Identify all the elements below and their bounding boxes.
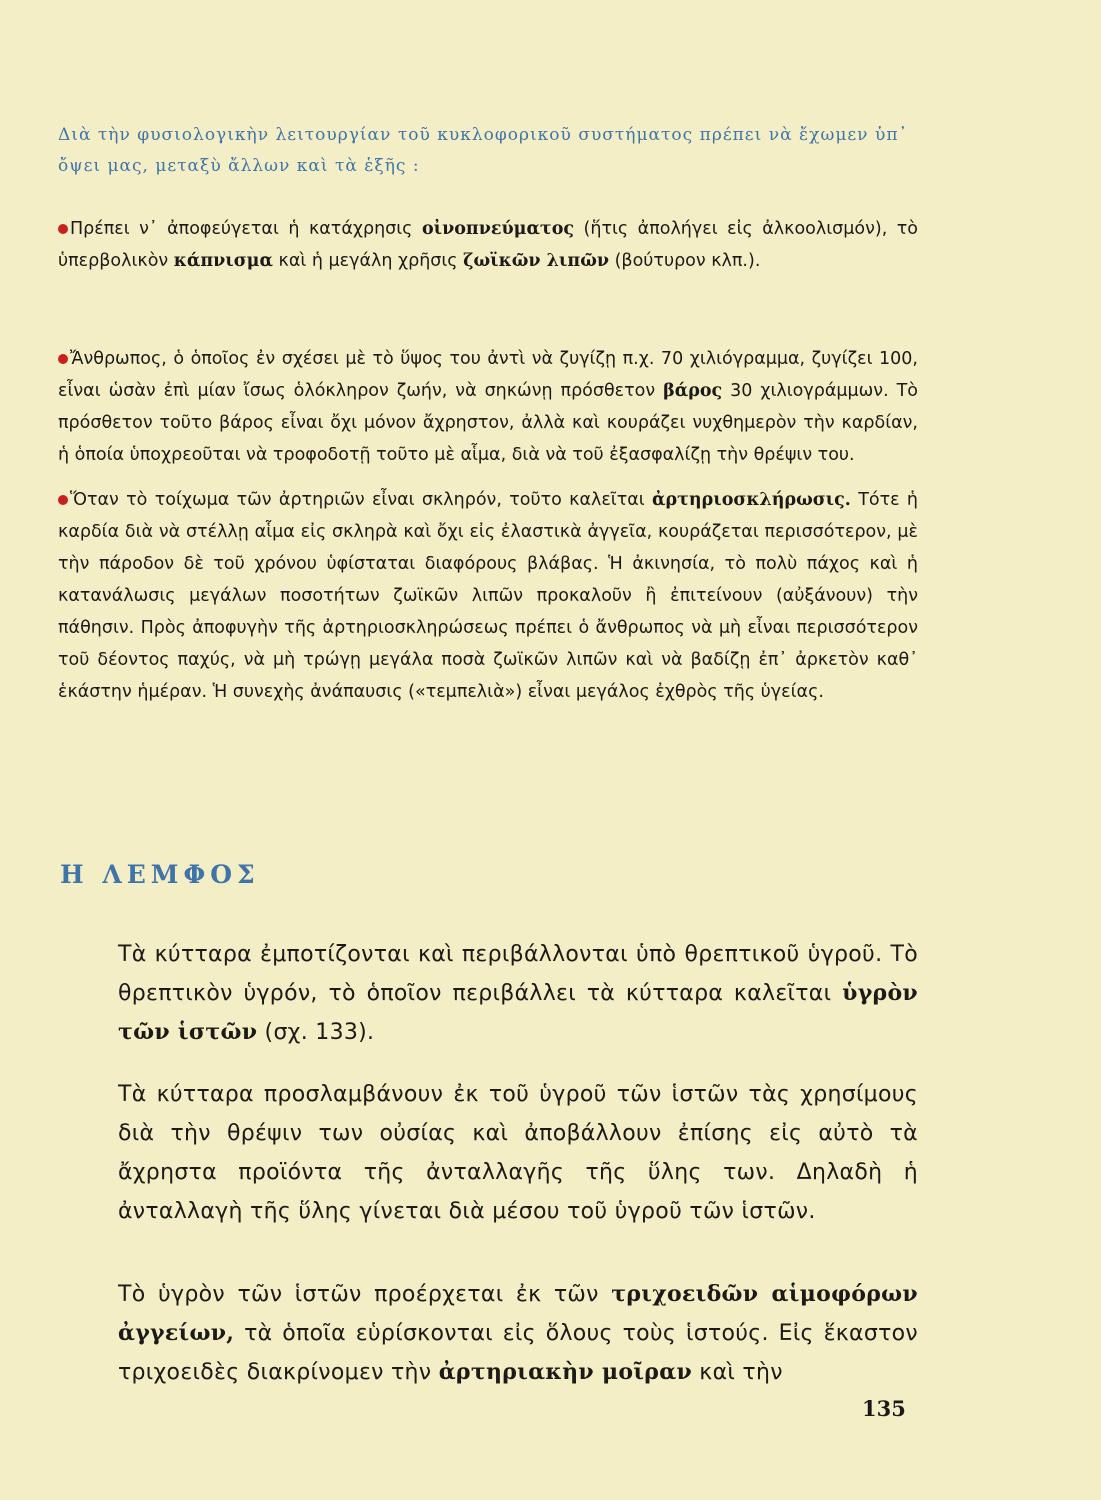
paragraph-alcohol-smoking: Πρέπει ν᾿ ἀποφεύγεται ἡ κατάχρησις οἰνοπνεύματος (ἥτις ἀπολήγει εἰς ἀλκοολισμόν), τὸ ὑπερβολικὸν κάπνισμα καὶ ἡ μεγάλη χρῆσις ζωϊκῶν λιπῶν (βούτυρον κλπ.). [58, 219, 918, 271]
bullet-dot-icon [58, 354, 68, 364]
paragraph-metabolism: Τὰ κύτταρα προσλαμβάνουν ἐκ τοῦ ὑγροῦ τῶν ἱστῶν τὰς χρησίμους διὰ τὴν θρέψιν των οὐσίας καὶ ἀποβάλλουν ἐπίσης εἰς αὐτὸ τὰ ἄχρηστα προϊόντα τῆς ἀνταλλαγῆς τῆς ὕλης των. Δηλαδὴ ἡ ἀνταλλαγὴ τῆς ὕλης γίνεται διὰ μέσου τοῦ ὑγροῦ τῶν ἱστῶν. [118, 1082, 918, 1224]
intro-paragraph: Διὰ τὴν φυσιολογικὴν λειτουργίαν τοῦ κυκλοφορικοῦ συστήματος πρέπει νὰ ἔχωμεν ὑπ᾿ ὄψει μας, μεταξὺ ἄλλων καὶ τὰ ἑξῆς : [58, 125, 908, 176]
paragraph-capillaries: Τὸ ὑγρὸν τῶν ἱστῶν προέρχεται ἐκ τῶν τριχοειδῶν αἱμοφόρων ἀγγείων, τὰ ὁποῖα εὑρίσκονται εἰς ὅλους τοὺς ἱστούς. Εἰς ἕκαστον τριχοειδὲς διακρίνομεν τὴν ἀρτηριακὴν μοῖραν καὶ τὴν [118, 1281, 918, 1385]
section-heading: Η ΛΕΜΦΟΣ [60, 860, 260, 889]
bullet-dot-icon [58, 495, 68, 505]
page-number: 135 [862, 1396, 906, 1421]
paragraph-arteriosclerosis: Ὅταν τὸ τοίχωμα τῶν ἀρτηριῶν εἶναι σκληρόν, τοῦτο καλεῖται ἀρτηριοσκλήρωσις. Τότε ἡ καρδία διὰ νὰ στέλλῃ αἷμα εἰς σκληρὰ καὶ ὄχι εἰς ἐλαστικὰ ἀγγεῖα, κουράζεται περισσότερον, μὲ τὴν πάροδον δὲ τοῦ χρόνου ὑφίσταται διαφόρους βλάβας. Ἡ ἀκινησία, τὸ πολὺ πάχος καὶ ἡ κατανάλωσις μεγάλων ποσοτήτων ζωϊκῶν λιπῶν προκαλοῦν ἢ ἐπιτείνουν (αὐξάνουν) τὴν πάθησιν. Πρὸς ἀποφυγὴν τῆς ἀρτηριοσκληρώσεως πρέπει ὁ ἄνθρωπος νὰ μὴ εἶναι περισσότερον τοῦ δέοντος παχύς, νὰ μὴ τρώγῃ μεγάλα ποσὰ ζωϊκῶν λιπῶν καὶ νὰ βαδίζῃ ἐπ᾿ ἀρκετὸν καθ᾿ ἑκάστην ἡμέραν. Ἡ συνεχὴς ἀνάπαυσις («τεμπελιὰ») εἶναι μεγάλος ἐχθρὸς τῆς ὑγείας. [58, 490, 918, 702]
paragraph-weight: Ἄνθρωπος, ὁ ὁποῖος ἐν σχέσει μὲ τὸ ὕψος του ἀντὶ νὰ ζυγίζῃ π.χ. 70 χιλιόγραμμα, ζυγίζει 100, εἶναι ὡσὰν ἐπὶ μίαν ἴσως ὁλόκληρον ζωήν, νὰ σηκώνῃ πρόσθετον βάρος 30 χιλιογράμμων. Τὸ πρόσθετον τοῦτο βάρος εἶναι ὄχι μόνον ἄχρηστον, ἀλλὰ καὶ κουράζει νυχθημερὸν τὴν καρδίαν, ἡ ὁποία ὑποχρεοῦται νὰ τροφοδοτῇ τοῦτο μὲ αἷμα, διὰ νὰ τοῦ ἐξασφαλίζῃ τὴν θρέψιν του. [58, 349, 918, 465]
bullet-dot-icon [58, 224, 68, 234]
paragraph-tissue-fluid: Τὰ κύτταρα ἐμποτίζονται καὶ περιβάλλονται ὑπὸ θρεπτικοῦ ὑγροῦ. Τὸ θρεπτικὸν ὑγρόν, τὸ ὁποῖον περιβάλλει τὰ κύτταρα καλεῖται ὑγρὸν τῶν ἱστῶν (σχ. 133). [118, 942, 918, 1045]
